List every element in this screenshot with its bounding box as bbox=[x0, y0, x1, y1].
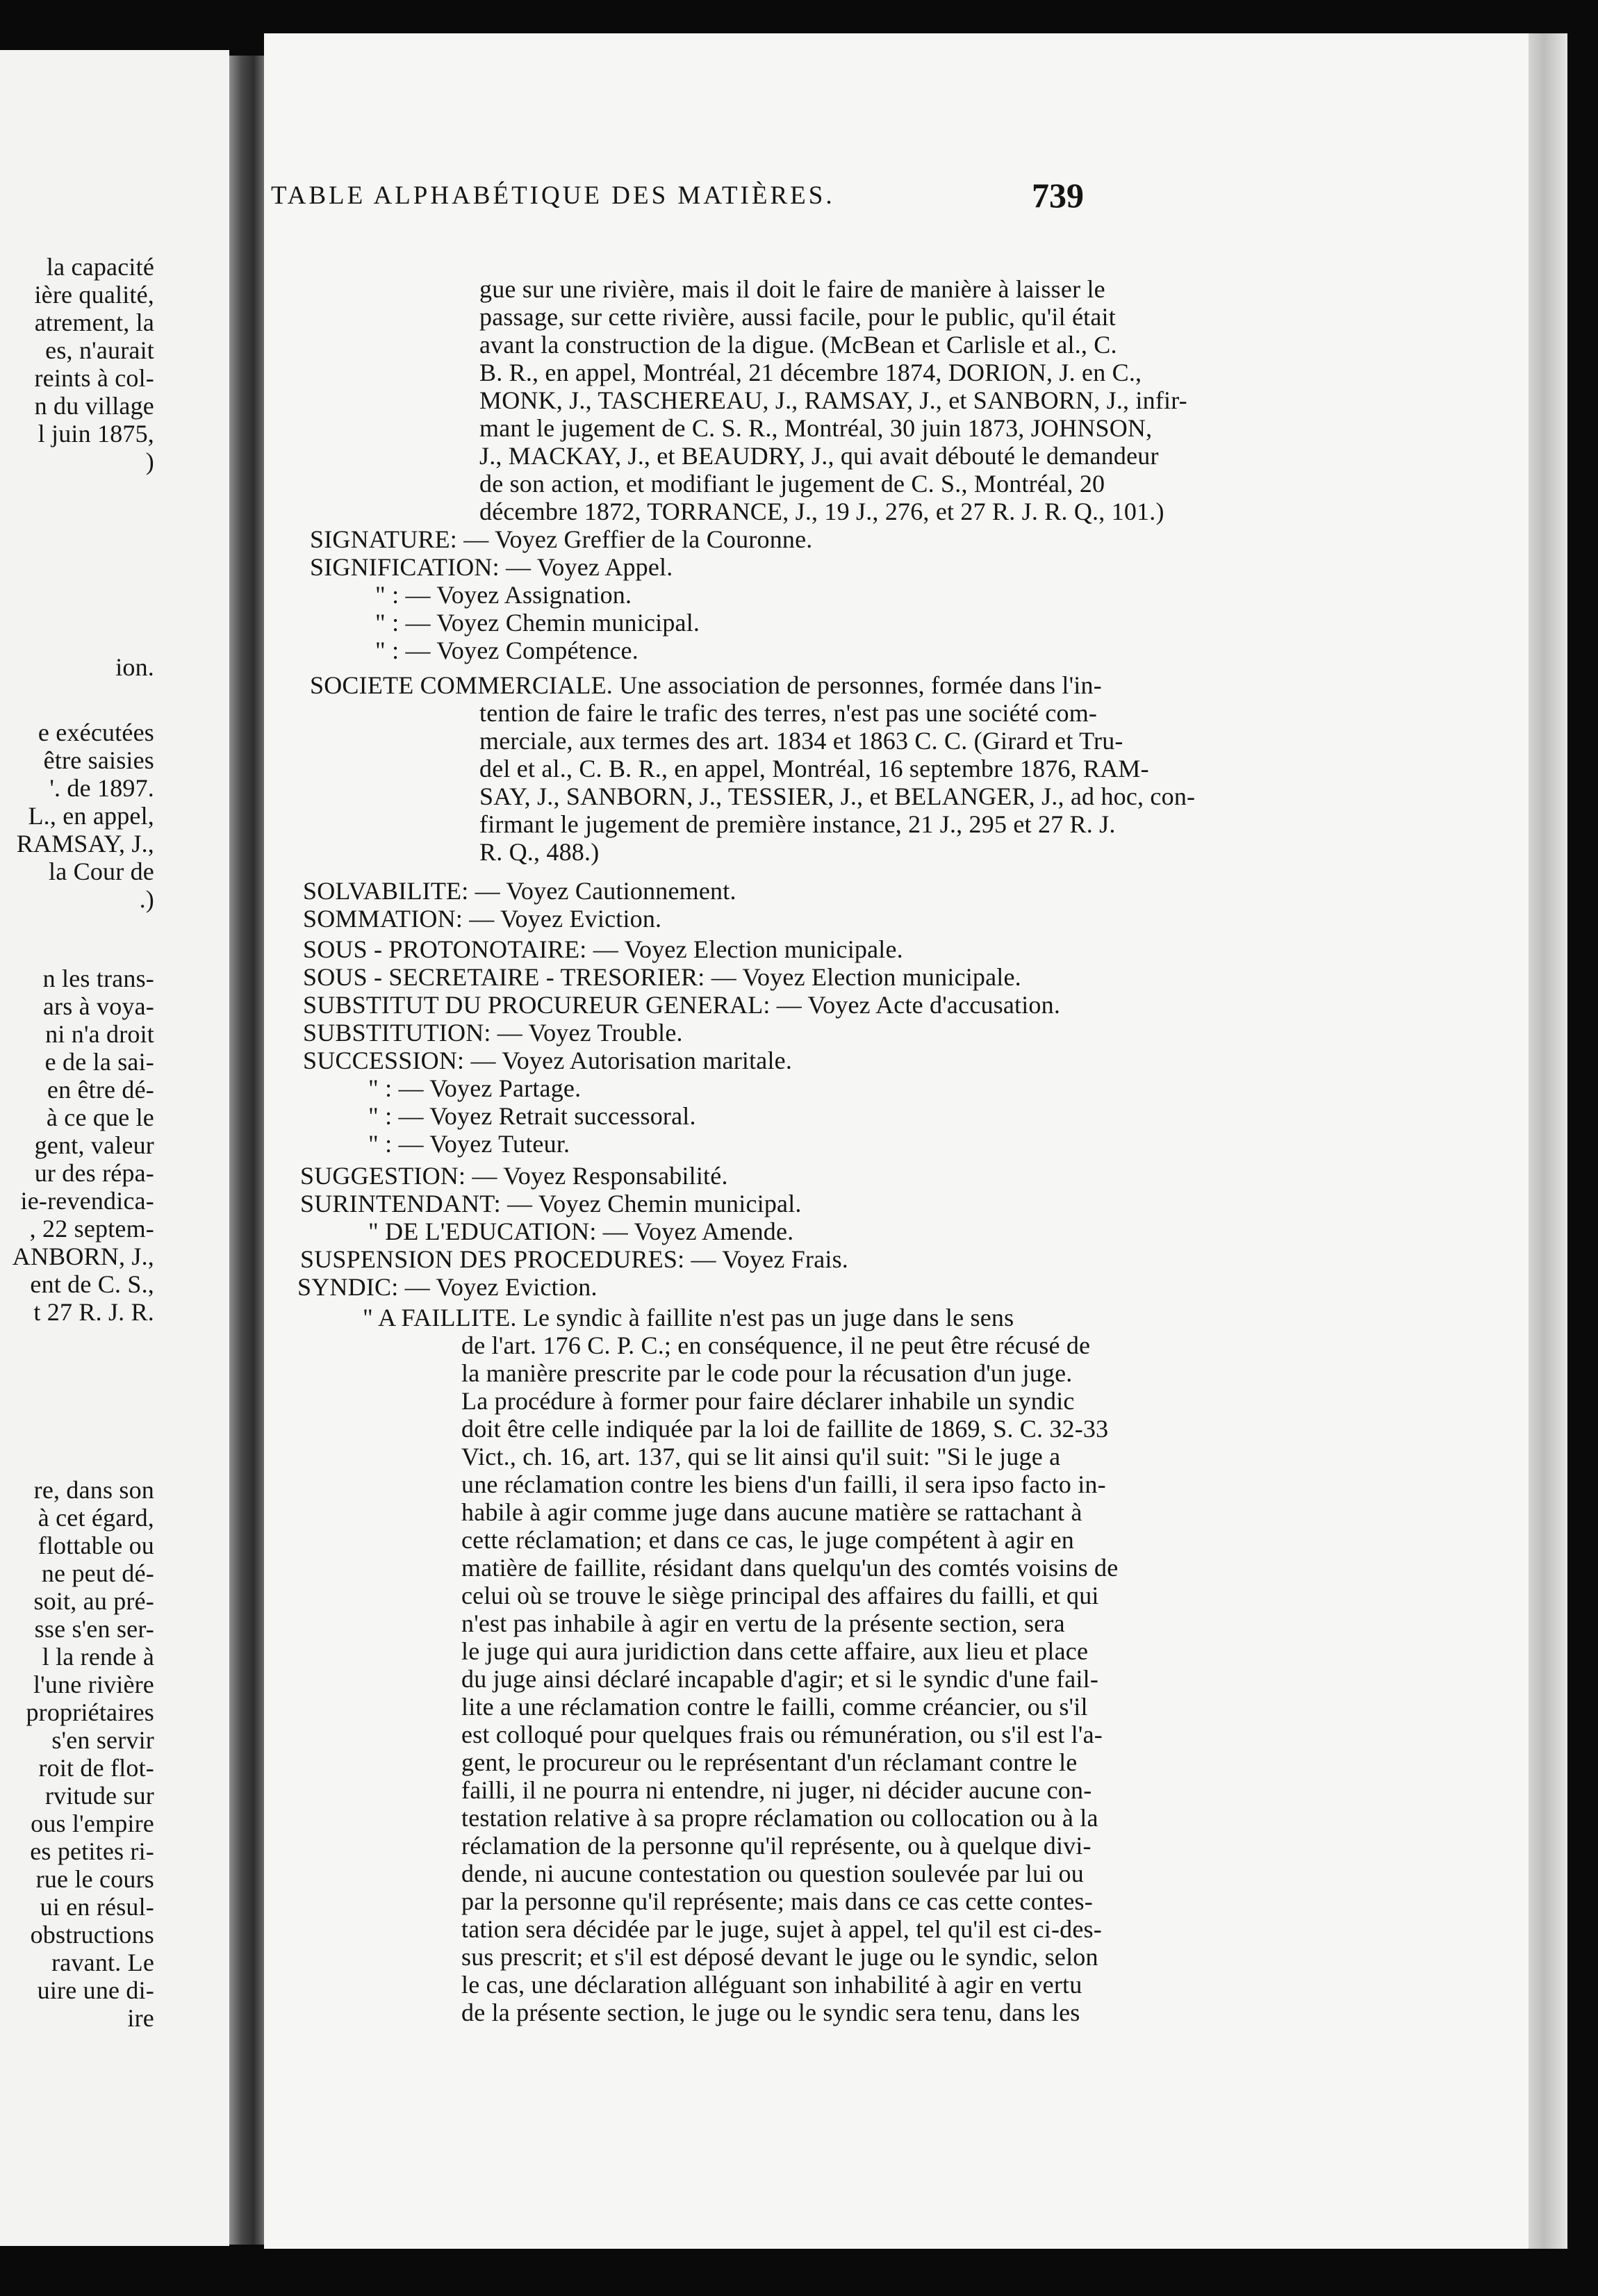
right-page-line: SUGGESTION: — Voyez Responsabilité. bbox=[300, 1162, 728, 1190]
left-page-line: n du village bbox=[34, 392, 154, 420]
left-page-line: l'une rivière bbox=[33, 1671, 154, 1698]
left-page-line: être saisies bbox=[43, 746, 154, 774]
left-page-line: e de la sai- bbox=[44, 1048, 154, 1076]
right-page-line: n'est pas inhabile à agir en vertu de la présente section, sera bbox=[461, 1609, 1065, 1637]
right-page-line: R. Q., 488.) bbox=[479, 838, 600, 866]
right-page-line: avant la construction de la digue. (McBean et Carlisle et al., C. bbox=[479, 331, 1117, 359]
left-page-line: ur des répa- bbox=[34, 1159, 154, 1187]
left-page-line: es, n'aurait bbox=[45, 336, 154, 364]
left-page-line: ne peut dé- bbox=[41, 1559, 154, 1587]
right-page-line: gue sur une rivière, mais il doit le faire de manière à laisser le bbox=[479, 275, 1105, 303]
left-page-line: uire une di- bbox=[37, 1976, 154, 2004]
right-page-line: " : — Voyez Assignation. bbox=[375, 581, 632, 609]
right-page-line: doit être celle indiquée par la loi de faillite de 1869, S. C. 32-33 bbox=[461, 1415, 1109, 1443]
left-page-line: t 27 R. J. R. bbox=[33, 1298, 154, 1326]
right-page-line: SOUS - PROTONOTAIRE: — Voyez Election municipale. bbox=[303, 935, 903, 963]
left-page-line: ie-revendica- bbox=[20, 1187, 154, 1215]
left-page-line: ui en résul- bbox=[40, 1893, 154, 1921]
left-page-line: ire bbox=[127, 2004, 154, 2032]
left-page-line: à cet égard, bbox=[38, 1504, 154, 1532]
right-page-line: du juge ainsi déclaré incapable d'agir; et si le syndic d'une fail- bbox=[461, 1665, 1099, 1693]
left-page-line: roit de flot- bbox=[38, 1754, 154, 1782]
left-page-line: ion. bbox=[115, 653, 154, 681]
right-page-line: cette réclamation; et dans ce cas, le juge compétent à agir en bbox=[461, 1526, 1074, 1554]
right-page-line: SOMMATION: — Voyez Eviction. bbox=[303, 905, 662, 933]
left-page-line: la capacité bbox=[46, 253, 154, 281]
right-page-line: sus prescrit; et s'il est déposé devant le juge ou le syndic, selon bbox=[461, 1943, 1098, 1971]
right-page-line: " : — Voyez Chemin municipal. bbox=[375, 609, 700, 637]
left-page-line: rvitude sur bbox=[44, 1782, 154, 1810]
page-edge bbox=[1529, 33, 1567, 2249]
left-page-line: sse s'en ser- bbox=[34, 1615, 154, 1643]
left-page-line: ) bbox=[145, 448, 154, 475]
right-page-line: matière de faillite, résidant dans quelqu'un des comtés voisins de bbox=[461, 1554, 1119, 1582]
right-page-line: décembre 1872, TORRANCE, J., 19 J., 276, et 27 R. J. R. Q., 101.) bbox=[479, 498, 1164, 525]
right-page-line: MONK, J., TASCHEREAU, J., RAMSAY, J., et SANBORN, J., infir- bbox=[479, 386, 1187, 414]
left-page-line: ANBORN, J., bbox=[12, 1243, 154, 1270]
right-page-line: SIGNATURE: — Voyez Greffier de la Couronne. bbox=[310, 525, 813, 553]
book-gutter bbox=[229, 56, 264, 2245]
left-page-line: ni n'a droit bbox=[45, 1020, 154, 1048]
right-page-line: SOUS - SECRETAIRE - TRESORIER: — Voyez Election municipale. bbox=[303, 963, 1021, 991]
left-page-line: la Cour de bbox=[49, 858, 154, 885]
right-page-line: " : — Voyez Compétence. bbox=[375, 637, 639, 664]
left-page-line: à ce que le bbox=[46, 1104, 154, 1131]
right-page-line: firmant le jugement de première instance, 21 J., 295 et 27 R. J. bbox=[479, 810, 1116, 838]
right-page-line: " DE L'EDUCATION: — Voyez Amende. bbox=[368, 1217, 794, 1245]
right-page-line: le juge qui aura juridiction dans cette affaire, aux lieu et place bbox=[461, 1637, 1089, 1665]
right-page-line: habile à agir comme juge dans aucune matière se rattachant à bbox=[461, 1498, 1082, 1526]
right-page-line: " A FAILLITE. Le syndic à faillite n'est pas un juge dans le sens bbox=[363, 1304, 1014, 1331]
left-page-line: soit, au pré- bbox=[33, 1587, 154, 1615]
right-page-line: SIGNIFICATION: — Voyez Appel. bbox=[310, 553, 673, 581]
right-page-line: del et al., C. B. R., en appel, Montréal, 16 septembre 1876, RAM- bbox=[479, 755, 1149, 782]
left-page-line: .) bbox=[139, 885, 154, 913]
left-page-line: ent de C. S., bbox=[30, 1270, 154, 1298]
left-page-line: obstructions bbox=[30, 1921, 154, 1949]
left-page-line: gent, valeur bbox=[34, 1131, 154, 1159]
right-page-line: SUCCESSION: — Voyez Autorisation maritale. bbox=[303, 1047, 793, 1074]
left-page-line: ière qualité, bbox=[34, 281, 154, 309]
left-page-line: L., en appel, bbox=[28, 802, 154, 830]
right-page-line: de l'art. 176 C. P. C.; en conséquence, il ne peut être récusé de bbox=[461, 1331, 1091, 1359]
left-page-line: rue le cours bbox=[35, 1865, 154, 1893]
left-page-line: , 22 septem- bbox=[29, 1215, 154, 1243]
left-page-line: ravant. Le bbox=[51, 1949, 154, 1976]
right-page-line: mant le jugement de C. S. R., Montréal, 30 juin 1873, JOHNSON, bbox=[479, 414, 1153, 442]
left-page-line: RAMSAY, J., bbox=[16, 830, 154, 858]
right-page-line: est colloqué pour quelques frais ou rémunération, ou s'il est l'a- bbox=[461, 1721, 1103, 1748]
right-page-line: le cas, une déclaration alléguant son inhabilité à agir en vertu bbox=[461, 1971, 1082, 1999]
left-page-line: flottable ou bbox=[38, 1532, 154, 1559]
right-page-line: SURINTENDANT: — Voyez Chemin municipal. bbox=[300, 1190, 802, 1217]
right-page-line: dende, ni aucune contestation ou question soulevée par lui ou bbox=[461, 1860, 1084, 1887]
right-page-line: " : — Voyez Tuteur. bbox=[368, 1130, 570, 1158]
right-page-line: SOCIETE COMMERCIALE. Une association de personnes, formée dans l'in- bbox=[310, 671, 1102, 699]
right-page-line: celui où se trouve le siège principal des affaires du failli, et qui bbox=[461, 1582, 1099, 1609]
left-page-line: n les trans- bbox=[42, 965, 154, 992]
left-page-line: en être dé- bbox=[47, 1076, 154, 1104]
right-page-line: Vict., ch. 16, art. 137, qui se lit ainsi qu'il suit: "Si le juge a bbox=[461, 1443, 1061, 1470]
right-page-line: de la présente section, le juge ou le syndic sera tenu, dans les bbox=[461, 1999, 1080, 2026]
right-page-line: SUSPENSION DES PROCEDURES: — Voyez Frais. bbox=[300, 1245, 848, 1273]
left-page-line: atrement, la bbox=[34, 309, 154, 336]
right-page-line: tation sera décidée par le juge, sujet à appel, tel qu'il est ci-des- bbox=[461, 1915, 1102, 1943]
right-page-line: lite a une réclamation contre le failli, comme créancier, ou s'il bbox=[461, 1693, 1088, 1721]
right-page-line: La procédure à former pour faire déclarer inhabile un syndic bbox=[461, 1387, 1075, 1415]
page-number: 739 bbox=[1032, 176, 1084, 215]
right-page-line: une réclamation contre les biens d'un failli, il sera ipso facto in- bbox=[461, 1470, 1106, 1498]
left-page-line: l la rende à bbox=[42, 1643, 154, 1671]
running-title: TABLE ALPHABÉTIQUE DES MATIÈRES. bbox=[271, 181, 835, 210]
right-page-line: B. R., en appel, Montréal, 21 décembre 1874, DORION, J. en C., bbox=[479, 359, 1142, 386]
left-page-line: propriétaires bbox=[26, 1698, 154, 1726]
right-page-line: SAY, J., SANBORN, J., TESSIER, J., et BELANGER, J., ad hoc, con- bbox=[479, 782, 1196, 810]
right-page-line: la manière prescrite par le code pour la récusation d'un juge. bbox=[461, 1359, 1073, 1387]
right-page-line: SYNDIC: — Voyez Eviction. bbox=[297, 1273, 598, 1301]
right-page-line: SUBSTITUTION: — Voyez Trouble. bbox=[303, 1019, 683, 1047]
right-page-line: " : — Voyez Retrait successoral. bbox=[368, 1102, 696, 1130]
left-page-line: ous l'empire bbox=[31, 1810, 154, 1837]
left-page-line: l juin 1875, bbox=[38, 420, 154, 448]
left-page-line: re, dans son bbox=[33, 1476, 154, 1504]
right-page-line: passage, sur cette rivière, aussi facile, pour le public, qu'il était bbox=[479, 303, 1116, 331]
right-page-line: J., MACKAY, J., et BEAUDRY, J., qui avait débouté le demandeur bbox=[479, 442, 1159, 470]
left-page-line: e exécutées bbox=[38, 719, 154, 746]
right-page-line: testation relative à sa propre réclamation ou collocation ou à la bbox=[461, 1804, 1098, 1832]
right-page-line: SOLVABILITE: — Voyez Cautionnement. bbox=[303, 877, 736, 905]
right-page-line: merciale, aux termes des art. 1834 et 1863 C. C. (Girard et Tru- bbox=[479, 727, 1123, 755]
left-page-line: es petites ri- bbox=[30, 1837, 154, 1865]
left-page-line: s'en servir bbox=[51, 1726, 154, 1754]
right-page-line: " : — Voyez Partage. bbox=[368, 1074, 582, 1102]
right-page-line: failli, il ne pourra ni entendre, ni juger, ni décider aucune con- bbox=[461, 1776, 1092, 1804]
right-page-line: de son action, et modifiant le jugement de C. S., Montréal, 20 bbox=[479, 470, 1105, 498]
left-page-line: reints à col- bbox=[34, 364, 154, 392]
right-page-line: SUBSTITUT DU PROCUREUR GENERAL: — Voyez Acte d'accusation. bbox=[303, 991, 1061, 1019]
right-page-line: par la personne qu'il représente; mais dans ce cas cette contes- bbox=[461, 1887, 1093, 1915]
right-page-line: tention de faire le trafic des terres, n'est pas une société com- bbox=[479, 699, 1098, 727]
left-page-line: ars à voya- bbox=[42, 992, 154, 1020]
right-page-line: gent, le procureur ou le représentant d'un réclamant contre le bbox=[461, 1748, 1078, 1776]
left-page-line: '. de 1897. bbox=[49, 774, 154, 802]
right-page-line: réclamation de la personne qu'il représente, ou à quelque divi- bbox=[461, 1832, 1092, 1860]
